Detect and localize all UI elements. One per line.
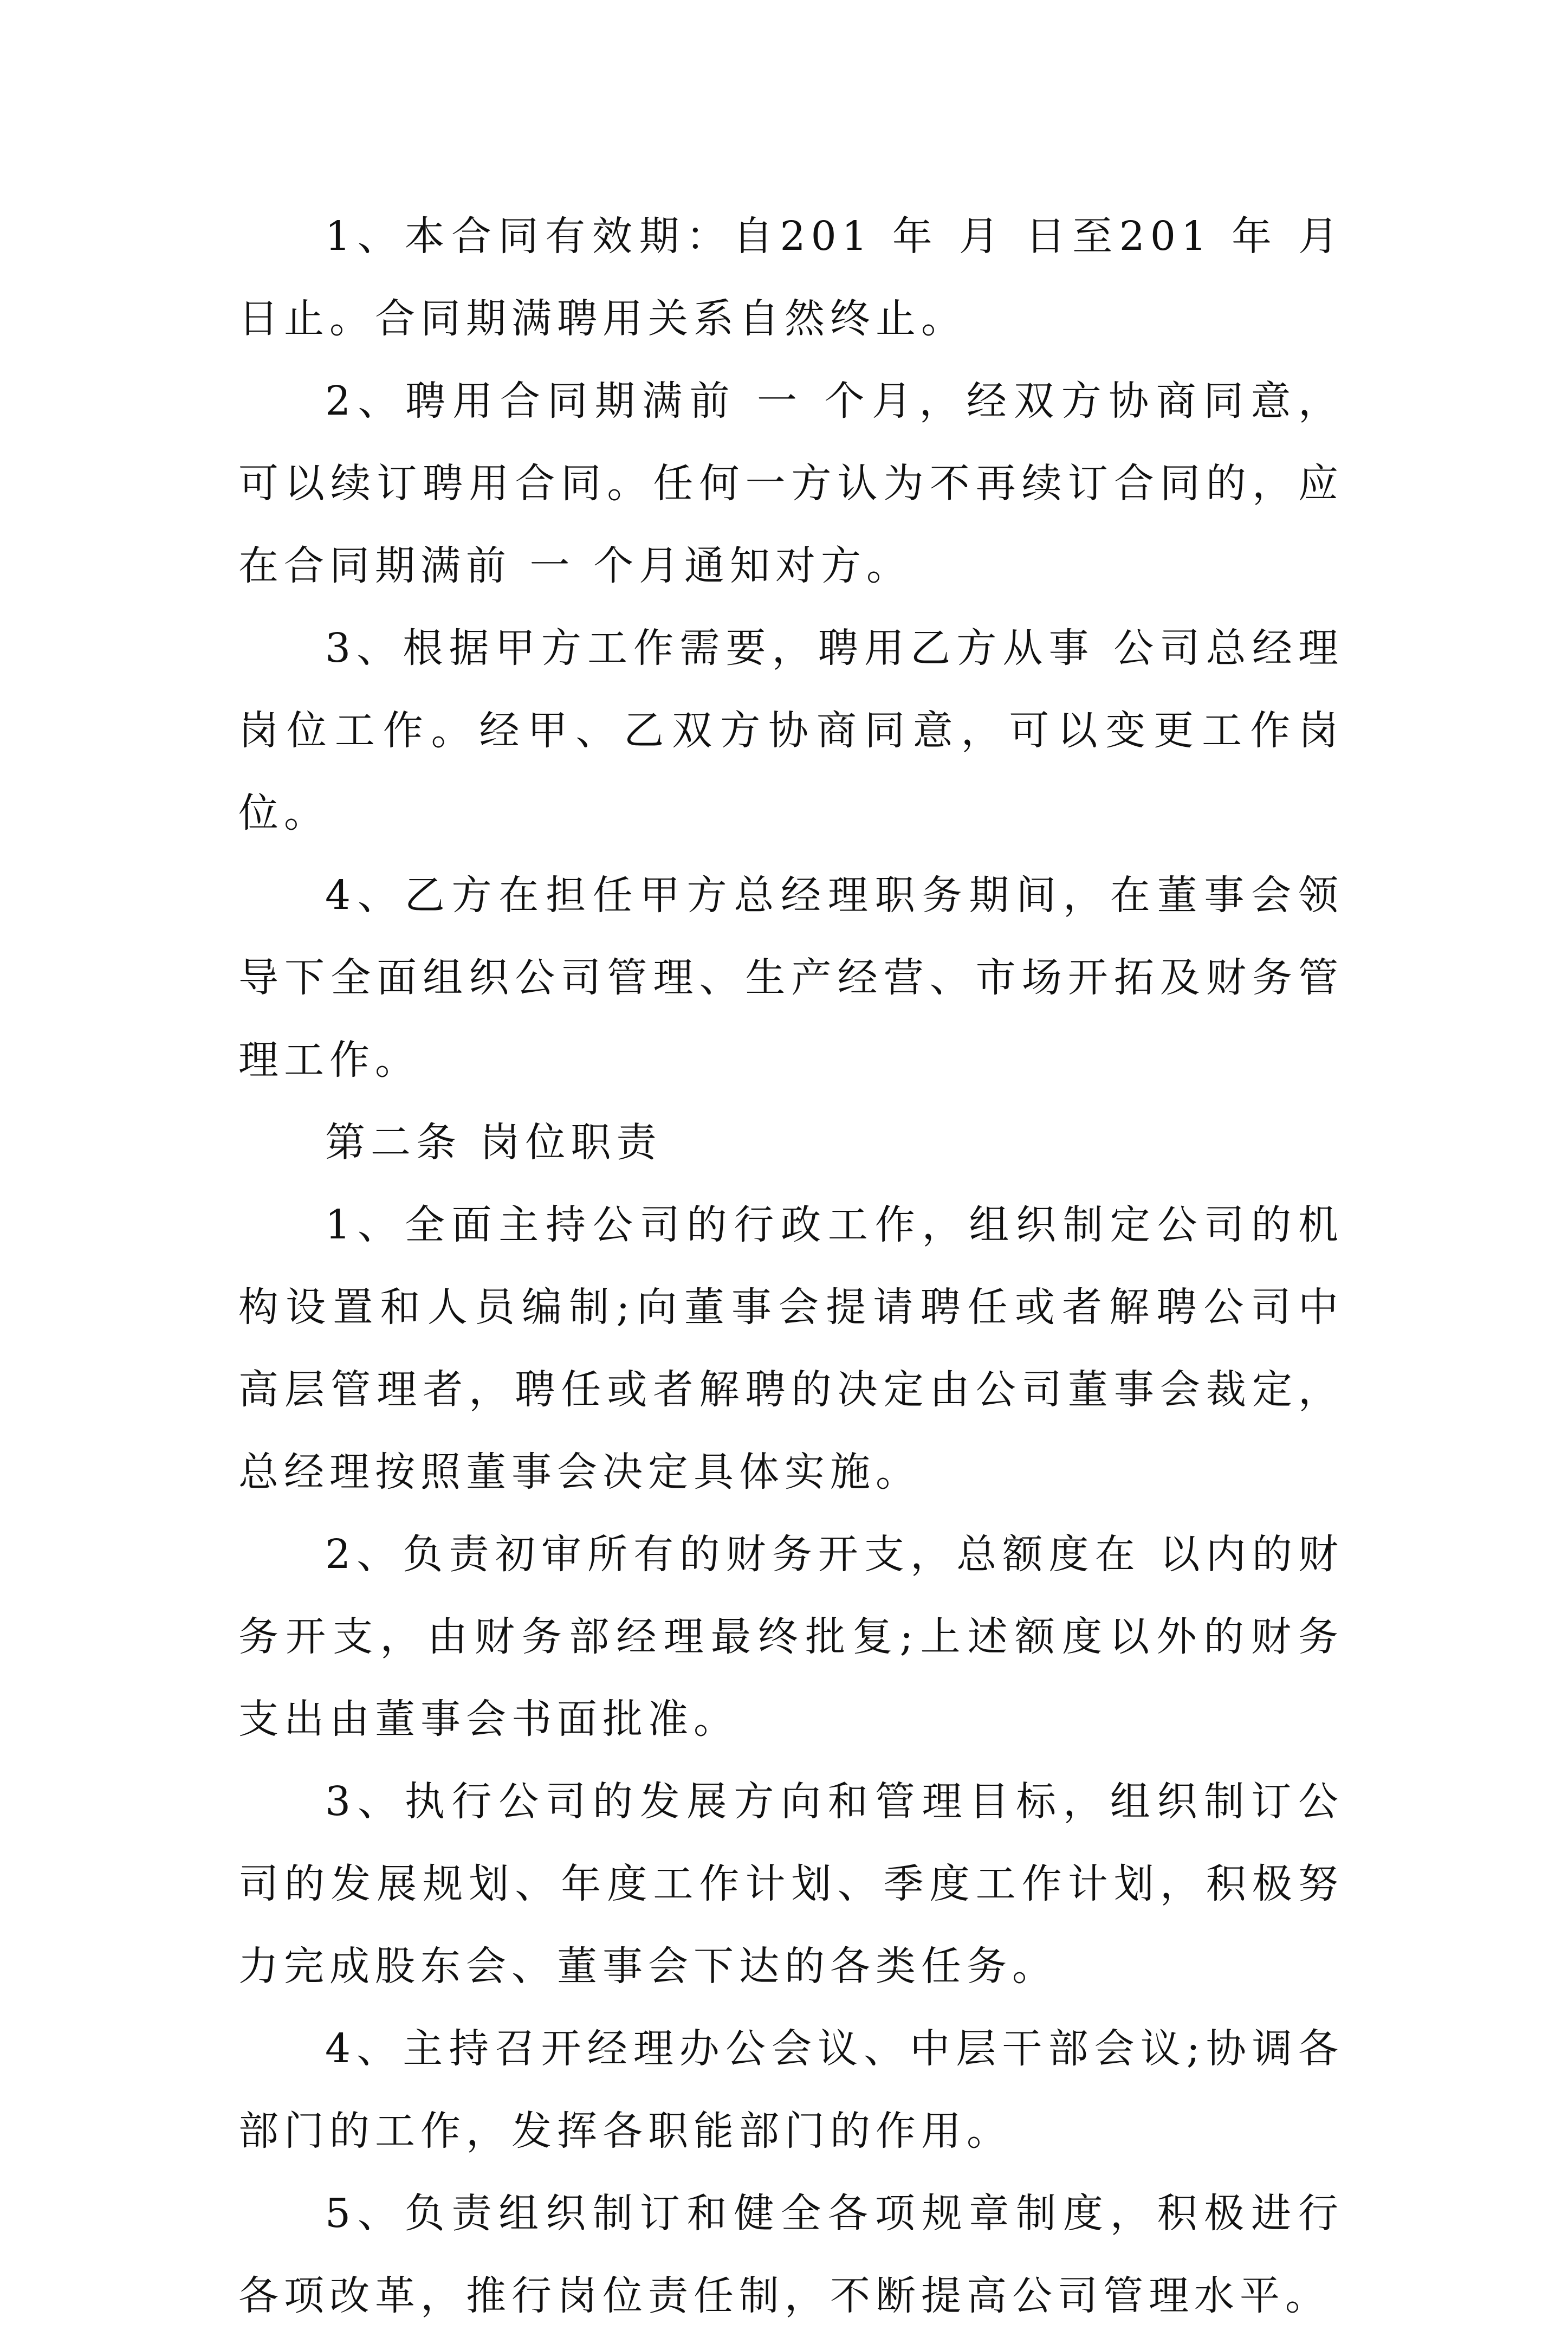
clause-contract-renewal: 2、聘用合同期满前 一 个月，经双方协商同意，可以续订聘用合同。任何一方认为不再续订合同的，应在合同期满前 一 个月通知对方。	[238, 378, 1344, 589]
responsibility-planning: 3、执行公司的发展方向和管理目标，组织制订公司的发展规划、年度工作计划、季度工作计划，积极努力完成股东会、董事会下达的各类任务。	[238, 1778, 1344, 1990]
responsibility-regulations: 5、负责组织制订和健全各项规章制度，积极进行各项改革，推行岗位责任制，不断提高公司管理水平。	[238, 2190, 1344, 2319]
clause-general-manager-duties: 4、乙方在担任甲方总经理职务期间，在董事会领导下全面组织公司管理、生产经营、市场开拓及财务管理工作。	[238, 872, 1344, 1083]
responsibility-financial-approval: 2、负责初审所有的财务开支，总额度在 以内的财务开支，由财务部经理最终批复;上述额度以外的财务支出由董事会书面批准。	[238, 1531, 1344, 1742]
document-body	[238, 195, 1344, 2337]
responsibility-meetings: 4、主持召开经理办公会议、中层干部会议;协调各部门的工作，发挥各职能部门的作用。	[238, 2025, 1344, 2154]
clause-position-assignment: 3、根据甲方工作需要，聘用乙方从事 公司总经理岗位工作。经甲、乙双方协商同意，可以变更工作岗位。	[238, 625, 1344, 836]
responsibility-administration: 1、全面主持公司的行政工作，组织制定公司的机构设置和人员编制;向董事会提请聘任或者解聘公司中高层管理者，聘任或者解聘的决定由公司董事会裁定，总经理按照董事会决定具体实施。	[238, 1202, 1344, 1495]
section-heading-job-responsibilities: 第二条 岗位职责	[325, 1119, 662, 1166]
clause-term-validity: 1、本合同有效期：自201 年 月 日至201 年 月 日止。合同期满聘用关系自然终止。	[238, 213, 1344, 342]
